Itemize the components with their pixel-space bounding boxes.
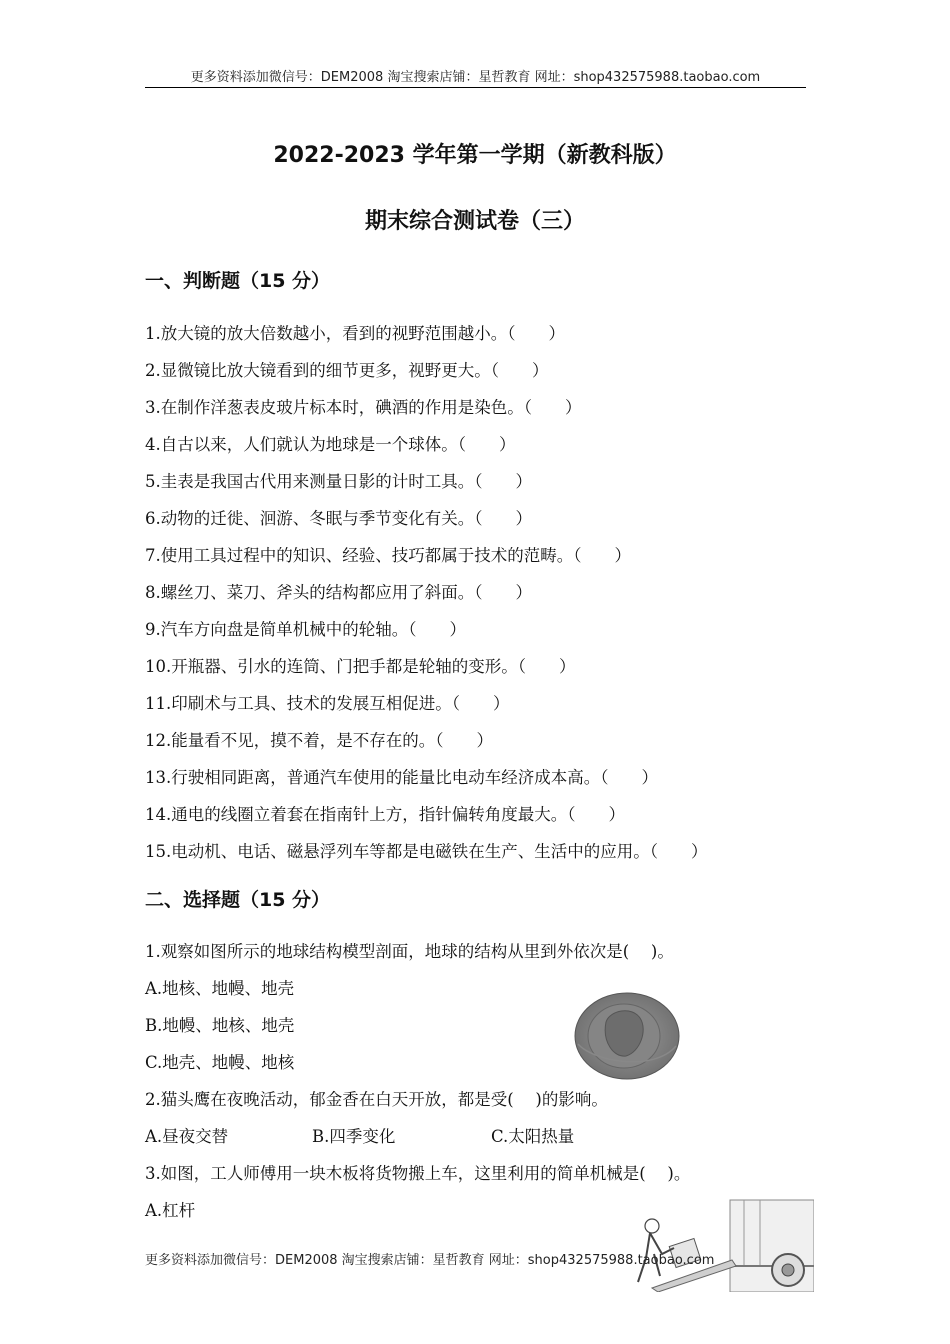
tf-question-2: 2.显微镜比放大镜看到的细节更多，视野更大。（ ）	[145, 361, 549, 380]
mc-question-1-stem: 1.观察如图所示的地球结构模型剖面，地球的结构从里到外依次是( )。	[145, 942, 674, 961]
page-header: 更多资料添加微信号：DEM2008 淘宝搜索店铺：星哲教育 网址：shop432575988.taobao.com	[190, 70, 761, 85]
tf-question-14: 14.通电的线圈立着套在指南针上方，指针偏转角度最大。（ ）	[145, 805, 625, 824]
mc-question-1-option-a: A.地核、地幔、地壳	[145, 979, 295, 998]
tf-question-9: 9.汽车方向盘是简单机械中的轮轴。（ ）	[145, 620, 466, 639]
mc-question-2-option-a: A.昼夜交替	[145, 1127, 229, 1146]
page-footer: 更多资料添加微信号：DEM2008 淘宝搜索店铺：星哲教育 网址：shop432575988.taobao.com	[145, 1253, 715, 1268]
tf-question-12: 12.能量看不见，摸不着，是不存在的。（ ）	[145, 731, 493, 750]
tf-question-6: 6.动物的迁徙、洄游、冬眠与季节变化有关。（ ）	[145, 509, 532, 528]
header-divider	[145, 87, 806, 88]
section-true-false-title: 一、判断题（15 分）	[145, 270, 331, 292]
tf-question-13: 13.行驶相同距离，普通汽车使用的能量比电动车经济成本高。（ ）	[145, 768, 658, 787]
mc-question-3-option-a: A.杠杆	[145, 1201, 196, 1220]
section-choice-title: 二、选择题（15 分）	[145, 889, 331, 911]
tf-question-3: 3.在制作洋葱表皮玻片标本时，碘酒的作用是染色。（ ）	[145, 398, 582, 417]
tf-question-4: 4.自古以来，人们就认为地球是一个球体。（ ）	[145, 435, 516, 454]
document-title: 2022-2023 学年第一学期（新教科版）	[273, 143, 677, 168]
tf-question-8: 8.螺丝刀、菜刀、斧头的结构都应用了斜面。（ ）	[145, 583, 532, 602]
tf-question-7: 7.使用工具过程中的知识、经验、技巧都属于技术的范畴。（ ）	[145, 546, 631, 565]
mc-question-3-stem: 3.如图，工人师傅用一块木板将货物搬上车，这里利用的简单机械是( )。	[145, 1164, 691, 1183]
tf-question-15: 15.电动机、电话、磁悬浮列车等都是电磁铁在生产、生活中的应用。（ ）	[145, 842, 708, 861]
mc-question-2-option-c: C.太阳热量	[491, 1127, 575, 1146]
tf-question-5: 5.圭表是我国古代用来测量日影的计时工具。（ ）	[145, 472, 532, 491]
tf-question-11: 11.印刷术与工具、技术的发展互相促进。（ ）	[145, 694, 510, 713]
worker-ramp-truck-image	[612, 1196, 814, 1292]
mc-question-2-stem: 2.猫头鹰在夜晚活动，郁金香在白天开放，都是受( )的影响。	[145, 1090, 608, 1109]
tf-question-10: 10.开瓶器、引水的连筒、门把手都是轮轴的变形。（ ）	[145, 657, 576, 676]
mc-question-1-option-b: B.地幔、地核、地壳	[145, 1016, 295, 1035]
earth-cross-section-image	[574, 992, 680, 1080]
document-subtitle: 期末综合测试卷（三）	[364, 209, 585, 234]
mc-question-2-option-b: B.四季变化	[312, 1127, 396, 1146]
mc-question-1-option-c: C.地壳、地幔、地核	[145, 1053, 295, 1072]
tf-question-1: 1.放大镜的放大倍数越小，看到的视野范围越小。（ ）	[145, 324, 565, 343]
